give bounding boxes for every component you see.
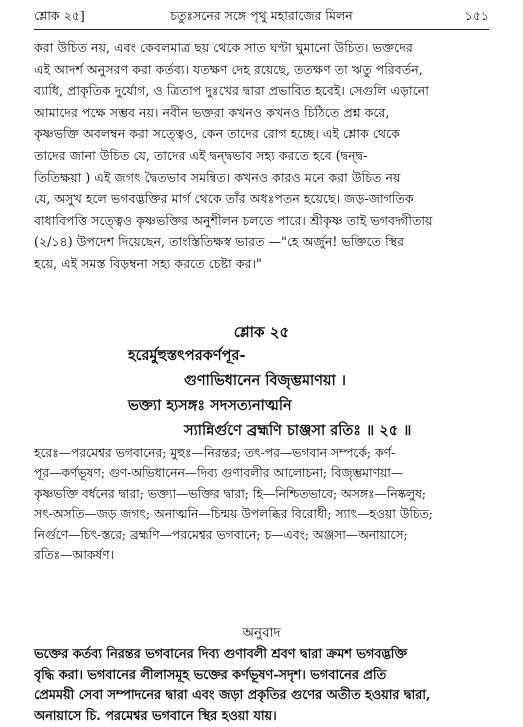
purport-line: আমাদের পক্ষে সম্ভব নয়। নবীন ভক্তরা কখনও কখনও চিঠিতে প্রশ্ন করে,: [34, 102, 489, 124]
purport-line: হয়ে, এই সমস্ত বিড়ম্বনা সহ্য করতে চেষ্টা কর।": [34, 253, 489, 275]
header-page-number: ১৫১: [465, 8, 489, 28]
synonyms-line: হরেঃ—পরমেশ্বর ভগবানের; মুহুঃ—নিরন্তর; তৎ-পর—ভগবান সম্পর্কে; কর্ণ-: [34, 443, 489, 463]
purport-line: তিতিক্ষয়া ) এই জগৎ দ্বৈতভাব সমন্বিত। কখনও কারও মনে করা উচিত নয়: [34, 167, 489, 189]
verse-line-1: হরের্মুহুস্তৎপরকর্ণপূর-: [0, 345, 523, 369]
synonyms-line: রতিঃ—আকর্ষণ।: [34, 545, 489, 565]
purport-line: যে, অসুখ হলে ভগবদ্ভক্তির মার্গ থেকে তাঁর অধঃপতন হয়েছে। জড়-জাগতিক: [34, 188, 489, 210]
purport-line: করা উচিত নয়, এবং কেবলমাত্র ছয় থেকে সাত ঘণ্টা ঘুমানো উচিত। ভক্তদের: [34, 37, 489, 59]
header-verse-ref: শ্লোক ২৫]: [34, 8, 85, 28]
purport-line: কৃষ্ণভক্তি অবলম্বন করা সত্ত্বেও, কেন তাদের রোগ হচ্ছে। এই শ্লোক থেকে: [34, 123, 489, 145]
translation-title: অনুবাদ: [0, 622, 523, 645]
synonyms-line: পূর—কর্ণভূষণ; গুণ-অভিধানেন—দিব্য গুণাবলীর আলোচনা; বিজৃম্ভমাণয়া—: [34, 463, 489, 483]
running-header: [34, 6, 489, 28]
translation-line: ভক্তের কর্তব্য নিরন্তর ভগবানের দিব্য গুণাবলী শ্রবণ দ্বারা ক্রমশ ভগবদ্ভক্তি: [34, 645, 489, 666]
translation-block: [34, 645, 489, 727]
purport-line: (২/১৪) উপদেশ দিয়েছেন, তাংস্তিতিক্ষস্ব ভারত —"হে অর্জুন! ভক্তিতে স্থির: [34, 231, 489, 253]
translation-line: প্রেমময়ী সেবা সম্পাদনের দ্বারা এবং জড়া প্রকৃতির গুণের অতীত হওয়ার দ্বারা,: [34, 686, 489, 707]
verse-line-3: ভক্ত্যা হ্যসঙ্গঃ সদসত্যনাত্মনি: [0, 395, 523, 419]
purport-line: বাধাবিপত্তি সত্ত্বেও কৃষ্ণভক্তির অনুশীলন চলতে পারে। শ্রীকৃষ্ণ তাই ভগবদ্গীতায়: [34, 210, 489, 232]
verse-title: শ্লোক ২৫: [0, 321, 523, 346]
translation-line: বৃদ্ধি করা। ভগবানের লীলাসমূহ ভক্তের কর্ণভূষণ-সদৃশ। ভগবানের প্রতি: [34, 666, 489, 687]
purport-paragraph: [34, 37, 489, 275]
synonyms-line: নির্গুণে—চিৎ-স্তরে; ব্রহ্মণি—পরমেশ্বর ভগবানে; চ—এবং; অঞ্জসা—অনায়াসে;: [34, 525, 489, 545]
header-chapter-title: চতুঃসনের সঙ্গে পৃথু মহারাজের মিলন: [34, 8, 489, 28]
synonyms-line: সৎ-অসতি—জড় জগৎ; অনাত্মনি—চিন্ময় উপলব্ধির বিরোধী; স্যাৎ—হওয়া উচিত;: [34, 504, 489, 524]
translation-line: অনায়াসে চি. পরমেশ্বর ভগবানে স্থির হওয়া যায়।: [34, 707, 489, 727]
purport-line: এই আদর্শ অনুসরণ করা কর্তব্য। যতক্ষণ দেহ রয়েছে, ততক্ষণ তা ঋতু পরিবর্তন,: [34, 59, 489, 81]
verse-line-4: স্যান্নির্গুণে ব্রহ্মণি চাঞ্জসা রতিঃ ॥ ২৫ ॥: [0, 420, 523, 444]
synonyms-block: [34, 443, 489, 565]
purport-line: তাদের জানা উচিত যে, তাদের এই দ্বন্দ্বভাব সহ্য করতে হবে (দ্বন্দ্ব-: [34, 145, 489, 167]
purport-line: ব্যাধি, প্রাকৃতিক দুর্যোগ, ও ত্রিতাপ দুঃখের দ্বারা প্রভাবিত হবেই। সেগুলি এড়ানো: [34, 80, 489, 102]
verse-line-2: গুণাভিধানেন বিজৃম্ভমাণয়া ।: [0, 370, 523, 394]
synonyms-line: কৃষ্ণভক্তি বর্ধনের দ্বারা; ভক্ত্যা—ভক্তির দ্বারা; হি—নিশ্চিতভাবে; অসঙ্গঃ—নিষ্কলুষ;: [34, 484, 489, 504]
header-rule: [34, 29, 489, 30]
